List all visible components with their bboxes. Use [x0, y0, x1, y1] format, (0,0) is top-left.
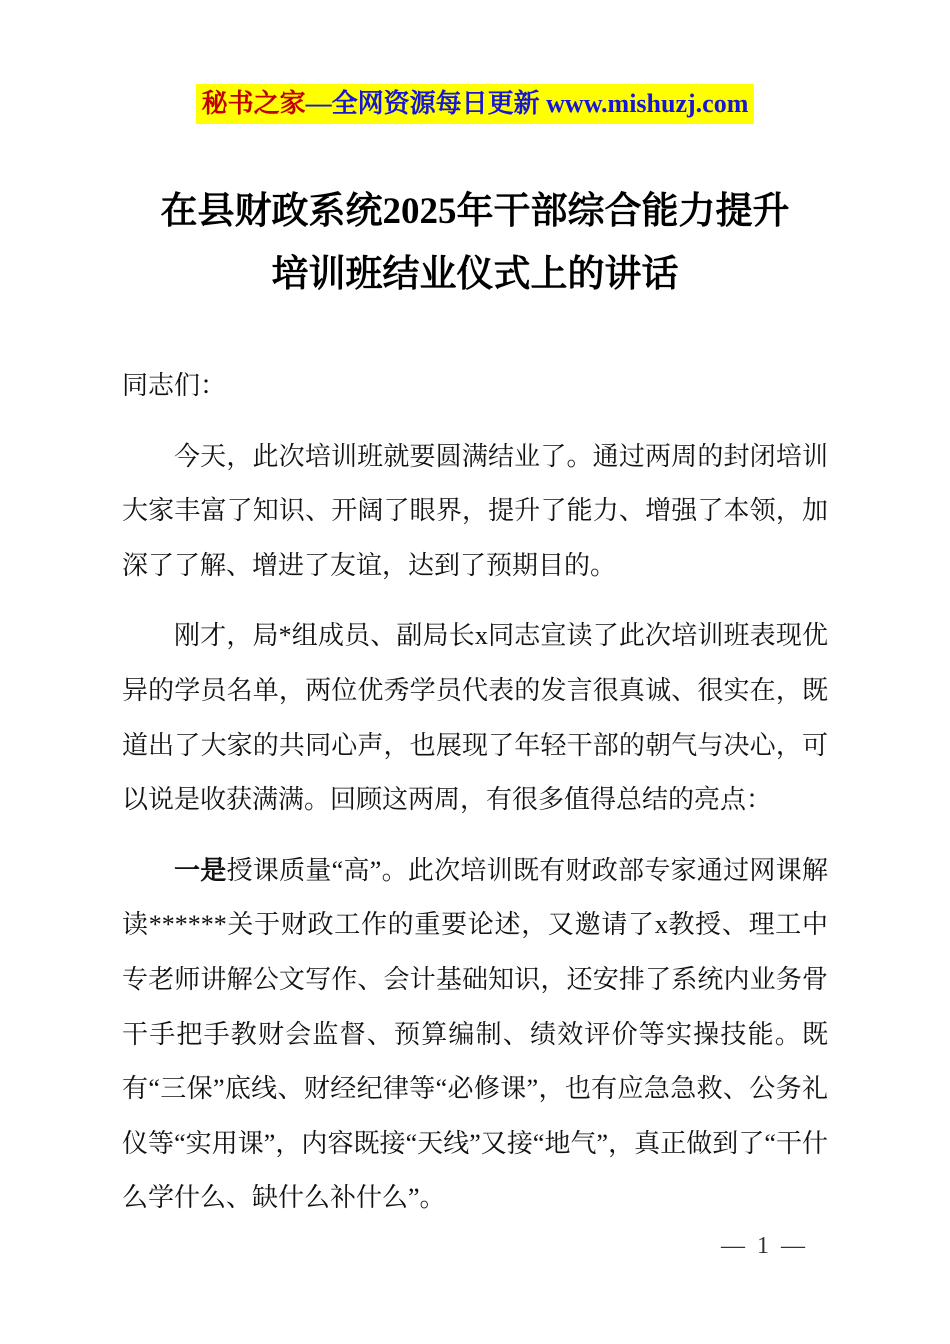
header-highlight — [196, 84, 755, 124]
paragraph — [122, 844, 828, 1226]
document-title-line1: 在县财政系统2025年干部综合能力提升 — [160, 190, 790, 232]
salutation-paragraph: 同志们： — [122, 371, 227, 401]
document-body — [122, 359, 828, 1226]
paragraph: 刚才，局*组成员、副局长x同志宣读了此次培训班表现优异的学员名单，两位优秀学员代表的发言很真诚、很实在，既道出了大家的共同心声，也展现了年轻干部的朝气与决心，可以说是收获满满。回顾这两周，有很多值得总结的亮点： — [122, 621, 828, 815]
site-brand: 秘书之家 — [201, 89, 306, 118]
page-number: — 1 — — [721, 1233, 808, 1259]
paragraph-text: 授课质量“高”。此次培训既有财政部专家通过网课解读******关于财政工作的重要论述，又邀请了x教授、理工中专老师讲解公文写作、会计基础知识，还安排了系统内业务骨干手把手教财会监督、预算编制、绩效评价等实操技能。既有“三保”底线、财经纪律等“必修课”，也有应急急救、公务礼仪等“实用课”，内容既接“天线”又接“地气”，真正做到了“干什么学什么、缺什么补什么”。 — [122, 855, 828, 1213]
paragraph: 今天，此次培训班就要圆满结业了。通过两周的封闭培训大家丰富了知识、开阔了眼界，提升了能力、增强了本领，加深了了解、增进了友谊，达到了预期目的。 — [122, 441, 828, 580]
site-header — [0, 0, 950, 124]
site-tagline-url: —全网资源每日更新 www.mishuzj.com — [305, 89, 749, 118]
paragraph-lead-bold: 一是 — [174, 855, 227, 885]
document-title-line2: 培训班结业仪式上的讲话 — [271, 254, 679, 296]
document-title — [0, 180, 950, 307]
